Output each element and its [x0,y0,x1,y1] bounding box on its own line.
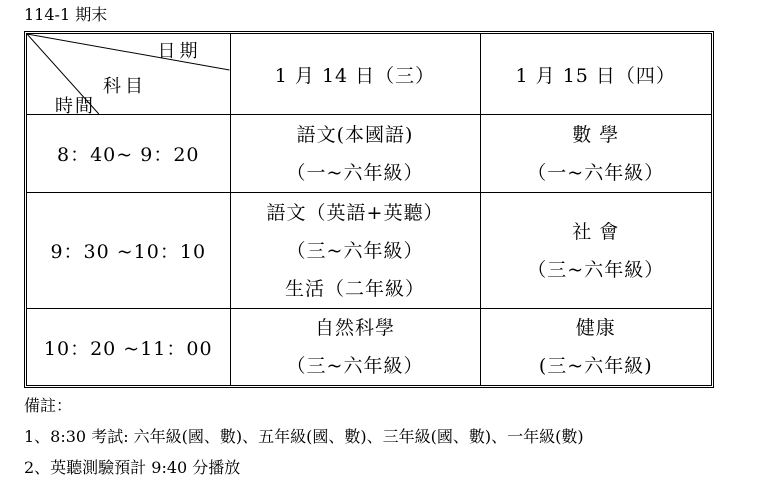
notes-heading: 備註： [24,396,73,415]
exam-subject: 社 會 [572,220,620,243]
exam-cell [230,193,480,309]
exam-subject: 語文(本國語) [296,123,414,146]
exam-subject: 自然科學 [314,317,395,339]
exam-grade: （三~六年級） [286,355,424,377]
exam-subject: 數 學 [572,123,620,146]
exam-grade: （一~六年級） [527,161,665,184]
corner-date-label: 日期 [157,41,202,62]
note-line-1: 1、8:30 考試: 六年級(國、數)、五年級(國、數)、三年級(國、數)、一年級(數) [24,427,584,446]
time-slot: 8：40~ 9：20 [27,115,230,193]
time-slot: 9：30 ~10：10 [27,193,230,309]
exam-cell [480,193,711,309]
page-title: 114-1 期末 [24,5,108,24]
header-row [27,34,711,115]
table-row [27,115,711,193]
exam-grade: （三~六年級） [527,258,665,281]
exam-cell [480,115,711,193]
notes-section [24,390,584,483]
exam-cell [480,309,711,386]
exam-subject: 語文（英語+英聽） [266,201,444,224]
day-header-1: 1 月 14 日（三） [230,34,480,115]
corner-subject-label: 科目 [103,76,147,97]
exam-subject: 健康 [575,317,616,339]
day-header-2: 1 月 15 日（四） [480,34,711,115]
exam-cell [230,115,480,193]
exam-subject: 生活（二年級） [284,277,425,300]
exam-grade: （一~六年級） [286,161,424,184]
exam-schedule-table [24,31,714,388]
table-row [27,309,711,386]
note-line-2: 2、英聽測驗預計 9:40 分播放 [24,458,241,477]
exam-cell [230,309,480,386]
corner-time-label: 時間 [55,96,95,117]
exam-grade: (三~六年級) [538,355,653,377]
time-slot: 10：20 ~11：00 [27,309,230,386]
corner-cell [27,34,230,115]
table-row [27,193,711,309]
exam-grade: （三~六年級） [286,239,424,262]
